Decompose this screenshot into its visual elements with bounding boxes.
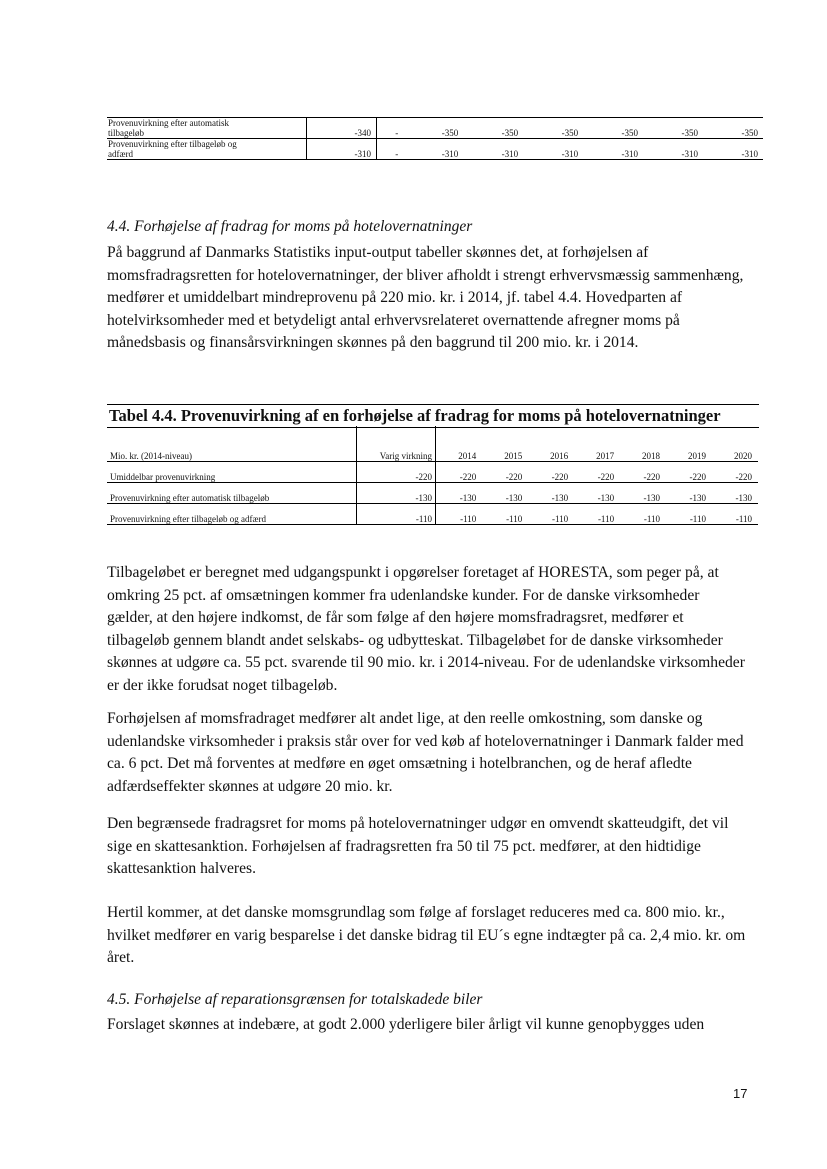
cell: -350 [583, 118, 643, 139]
cell-varig: -220 [357, 462, 436, 483]
paragraph-tilbageloeb: Tilbageløbet er beregnet med udgangspunkt i opgørelser foretaget af HORESTA, som peger på, at omkring 25 pct. af omsætningen kommer fra udenlandske kunder. For de danske virksomheder gælder, at den højere indkomst, de får som følge af den højere momsfradragsret, medfører et tilbageløb gennem blandt andet selskabs- og udbytteskat. Tilbageløbet for de danske virksomheder skønnes at udgøre ca. 55 pct. svarende til 90 mio. kr. i 2014-niveau. For de udenlandske virksomheder er der ikke forudsat noget tilbageløb. [107, 564, 745, 694]
row-label: Provenuvirkning efter automatisk tilbageløb [107, 483, 357, 504]
table-row [107, 504, 758, 525]
row-label: Umiddelbar provenuvirkning [107, 462, 357, 483]
table-row [107, 462, 758, 483]
cell: -310 [523, 139, 583, 160]
cell: -350 [643, 118, 703, 139]
previous-table-continuation [107, 117, 763, 160]
cell: -350 [403, 118, 463, 139]
paragraph-momsgrundlag: Hertil kommer, at det danske momsgrundlag som følge af forslaget reduceres med ca. 800 mio. kr., hvilket medfører en varig besparelse i det danske bidrag til EU´s egne indtægter på ca. 2,4 mio. kr. om året. [107, 904, 746, 967]
cell: -130 [482, 483, 528, 504]
header-year: 2020 [712, 426, 758, 462]
table-row [107, 118, 763, 139]
cell: -130 [712, 483, 758, 504]
header-varig: Varig virkning [357, 426, 436, 462]
header-year: 2017 [574, 426, 620, 462]
table-4-4 [107, 426, 758, 525]
cell: -310 [403, 139, 463, 160]
cell: -110 [712, 504, 758, 525]
cell: - [377, 118, 404, 139]
cell: -130 [528, 483, 574, 504]
cell-varig: -110 [357, 504, 436, 525]
cell: -220 [620, 462, 666, 483]
cell: -220 [574, 462, 620, 483]
cell: -130 [666, 483, 712, 504]
cell: - [377, 139, 404, 160]
section-4-5-paragraph: Forslaget skønnes at indebære, at godt 2.000 yderligere biler årligt vil kunne genopbygges uden [107, 1016, 705, 1033]
cell: -220 [436, 462, 483, 483]
cell: -310 [583, 139, 643, 160]
table-header-row [107, 426, 758, 462]
cell: -220 [528, 462, 574, 483]
row-label: Provenuvirkning efter tilbageløb og adfærd [107, 139, 307, 160]
cell: -110 [528, 504, 574, 525]
cell: -110 [620, 504, 666, 525]
cell: -110 [666, 504, 712, 525]
cell: -130 [620, 483, 666, 504]
cell: -110 [482, 504, 528, 525]
cell: -130 [574, 483, 620, 504]
cell: -350 [523, 118, 583, 139]
header-year: 2018 [620, 426, 666, 462]
header-year: 2019 [666, 426, 712, 462]
cell-varig: -340 [307, 118, 377, 139]
cell-varig: -310 [307, 139, 377, 160]
table-row [107, 483, 758, 504]
header-year: 2015 [482, 426, 528, 462]
cell: -220 [482, 462, 528, 483]
header-year: 2016 [528, 426, 574, 462]
cell: -350 [463, 118, 523, 139]
section-heading-4-4: 4.4. Forhøjelse af fradrag for moms på hotelovernatninger [107, 218, 473, 235]
cell: -220 [666, 462, 712, 483]
header-label: Mio. kr. (2014-niveau) [107, 426, 357, 462]
section-4-4-paragraph: På baggrund af Danmarks Statistiks input-output tabeller skønnes det, at forhøjelsen af momsfradragsretten for hotelovernatninger, der bliver afholdt i strengt erhvervsmæssig sammenhæng, medfører et umiddelbart mindreprovenu på 220 mio. kr. i 2014, jf. tabel 4.4. Hovedparten af hotelvirksomheder med et betydeligt antal erhvervsrelateret overnattende afregner moms på månedsbasis og finansårsvirkningen skønnes på den baggrund til 200 mio. kr. i 2014. [107, 244, 744, 352]
table-row [107, 139, 763, 160]
cell: -110 [436, 504, 483, 525]
section-heading-4-5: 4.5. Forhøjelse af reparationsgrænsen for totalskadede biler [107, 991, 483, 1008]
cell: -130 [436, 483, 483, 504]
paragraph-forhoejelsen: Forhøjelsen af momsfradraget medfører alt andet lige, at den reelle omkostning, som danske og udenlandske virksomheder i praksis står over for ved køb af hotelovernatninger i Danmark falder med ca. 6 pct. Det må forventes at medføre en øget omsætning i hotelbranchen, og de heraf afledte adfærdseffekter skønnes at udgøre 20 mio. kr. [107, 710, 744, 795]
header-year: 2014 [436, 426, 483, 462]
page-number: 17 [733, 1086, 748, 1101]
cell: -310 [703, 139, 763, 160]
table-4-4-title: Tabel 4.4. Provenuvirkning af en forhøjelse af fradrag for moms på hotelovernatninger [107, 404, 759, 428]
cell: -110 [574, 504, 620, 525]
cell: -220 [712, 462, 758, 483]
cell-varig: -130 [357, 483, 436, 504]
cell: -310 [643, 139, 703, 160]
paragraph-fradragsret: Den begrænsede fradragsret for moms på hotelovernatninger udgør en omvendt skatteudgift, det vil sige en skattesanktion. Forhøjelsen af fradragsretten fra 50 til 75 pct. medfører, at den hidtidige skattesanktion halveres. [107, 815, 729, 878]
row-label: Provenuvirkning efter automatisk tilbageløb [107, 118, 307, 139]
row-label: Provenuvirkning efter tilbageløb og adfærd [107, 504, 357, 525]
cell: -350 [703, 118, 763, 139]
cell: -310 [463, 139, 523, 160]
